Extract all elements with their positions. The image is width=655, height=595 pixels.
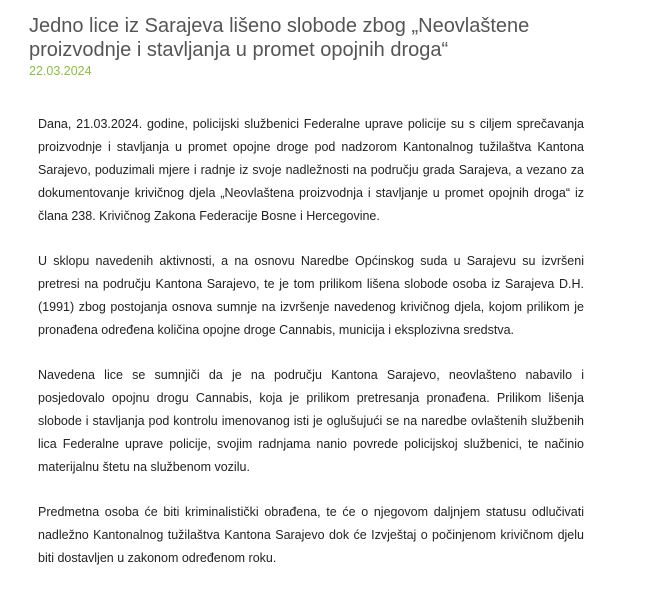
article-paragraph-4: Predmetna osoba će biti kriminalistički obrađena, te će o njegovom daljnjem statusu odlučivati nadležno Kantonalnog tužilaštva Kantona Sarajevo dok će Izvještaj o počinjenom krivičnom djelu biti dostavljen u zakonom određenom roku. — [38, 505, 584, 565]
article-date: 22.03.2024 — [29, 64, 92, 78]
article-paragraph-1: Dana, 21.03.2024. godine, policijski službenici Federalne uprave policije su s ciljem sprečavanja proizvodnje i stavljanja u promet opojne droge pod nadzorom Kantonalnog tužilaštva Kantona Sarajevo, poduzimali mjere i radnje iz svoje nadležnosti na području grada Sarajeva, a vezano za dokumentovanje krivičnog djela „Neovlaštena proizvodnja i stavljanje u promet opojnih droga“ iz člana 238. Krivičnog Zakona Federacije Bosne i Hercegovine. — [38, 117, 584, 223]
article-paragraph-2: U sklopu navedenih aktivnosti, a na osnovu Naredbe Općinskog suda u Sarajevu su izvršeni pretresi na području Kantona Sarajevo, te je tom prilikom lišena slobode osoba iz Sarajeva D.H. (1991) zbog postojanja osnova sumnje na izvršenje navedenog krivičnog djela, kojom prilikom je pronađena određena količina opojne droge Cannabis, municija i eksplozivna sredstva. — [38, 254, 584, 337]
article-body — [38, 113, 584, 570]
article-paragraph-3: Navedena lice se sumnjiči da je na području Kantona Sarajevo, neovlašteno nabavilo i posjedovalo opojnu drogu Cannabis, koja je prilikom pretresanja pronađena. Prilikom lišenja slobode i stavljanja pod kontrolu imenovanog isti je oglušujući se na naredbe ovlaštenih službenih lica Federalne uprave policije, svojim radnjama nanio povrede policijskoj službenici, te načinio materijalnu štetu na službenom vozilu. — [38, 368, 584, 474]
article-title: Jedno lice iz Sarajeva lišeno slobode zbog „Neovlaštene proizvodnje i stavljanja u promet opojnih droga“ — [29, 15, 530, 61]
